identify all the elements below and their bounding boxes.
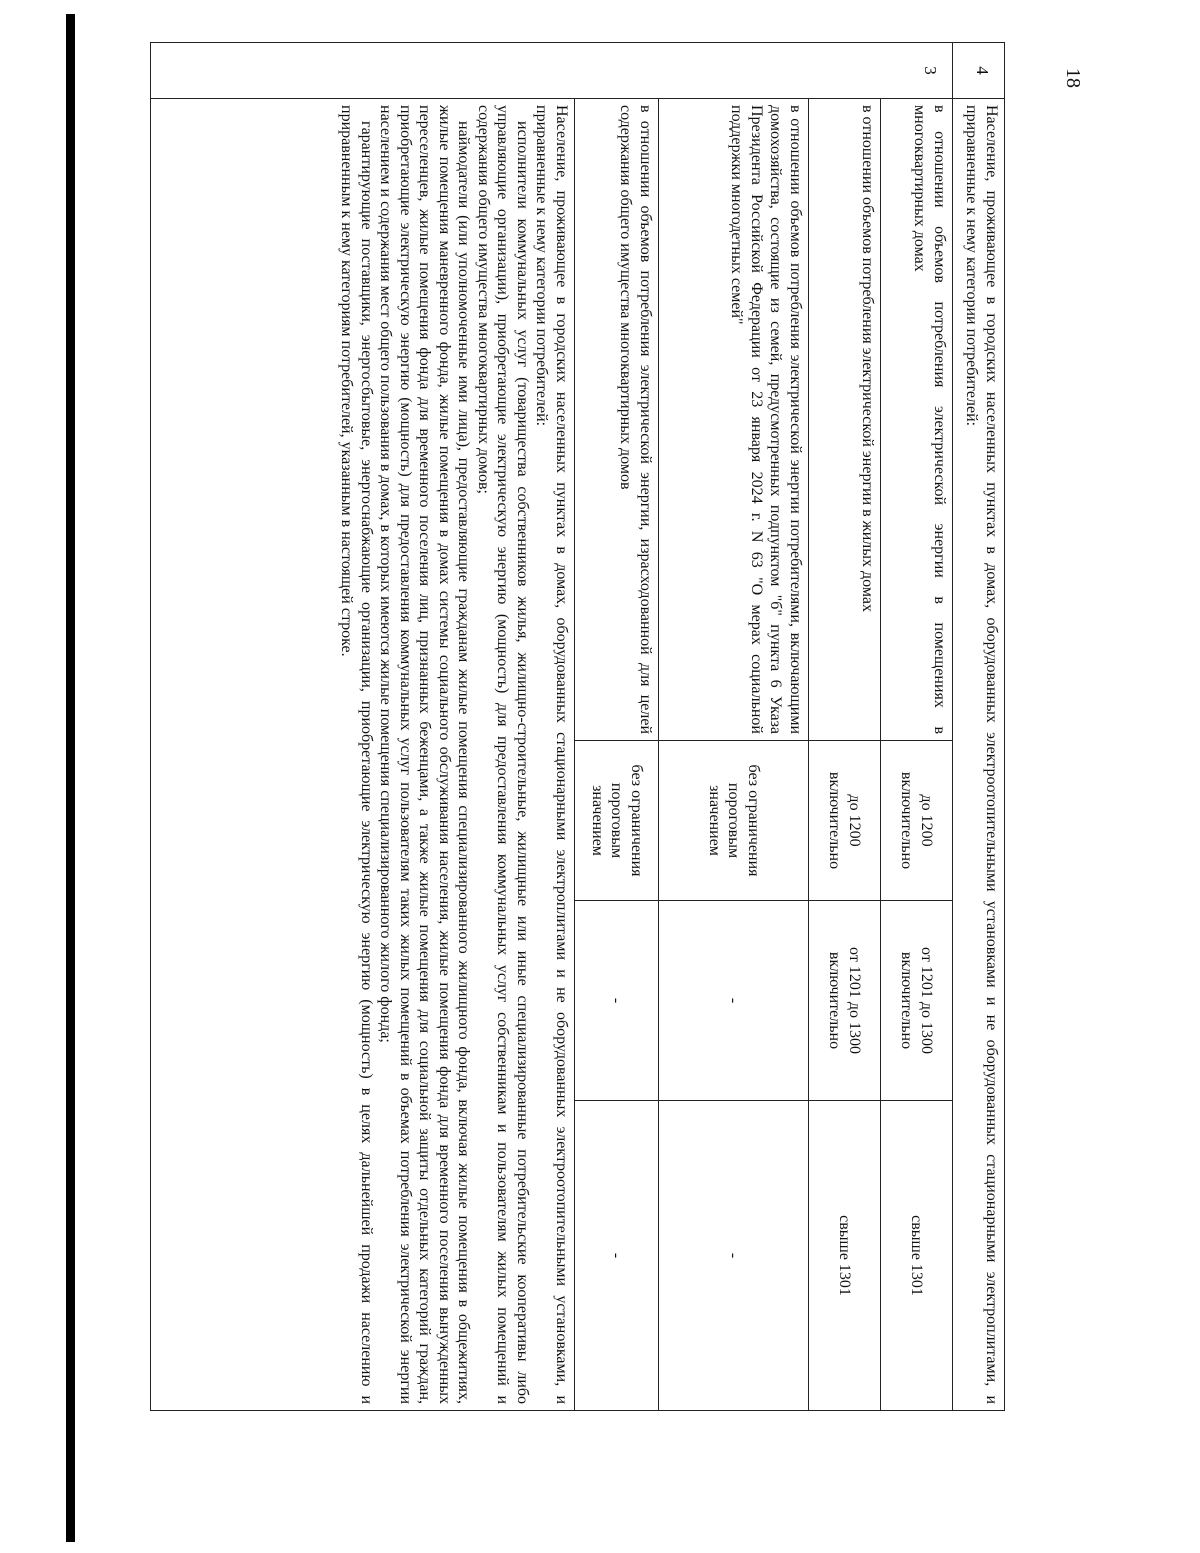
threshold-2: от 1201 до 1300 включительно (881, 901, 953, 1101)
row-number: 3 (151, 43, 953, 99)
rotated-page (150, 42, 1005, 1410)
threshold-2: - (575, 901, 659, 1101)
subrow-label: в отношении объемов потребления электрической энергии в жилых домах (809, 99, 881, 741)
paragraph: наймодатели (или уполномоченные ими лица), предоставляющие гражданам жилые помещения специализированного жилищного фонда, включая жилые помещения в общежитиях, жилые помещения маневренного фонда, жилые помещения в домах системы социального обслуживания населения, жилые помещения фонда для временного поселения вынужденных переселенцев, жилые помещения фонда для временного поселения лиц, признанных беженцами, а также жилые помещения для социальной защиты отдельных категорий граждан, приобретающие электрическую энергию (мощность) для предоставления коммунальных услуг пользователям таких жилых помещений в объемах потребления электрической энергии населением и содержания мест общего пользования в домах, в которых имеются жилые помещения специализированного жилого фонда; (377, 105, 473, 1405)
table-row-3-sub-3 (659, 43, 809, 1411)
threshold-1: до 1200 включительно (809, 741, 881, 901)
threshold-3: - (575, 1101, 659, 1411)
paragraph: исполнители коммунальных услуг (товарищества собственников жилья, жилищно-строительные, жилищные или иные специализированные потребительские кооперативы либо управляющие организации), приобретающие электрическую энергию (мощность) для предоставления коммунальных услуг собственникам и пользователям жилых помещений и содержания общего имущества многоквартирных домов; (475, 105, 531, 1405)
table-row-3-sub-4 (575, 43, 659, 1411)
subrow-label: в отношении объемов потребления электрической энергии в помещениях в многоквартирных домах (881, 99, 953, 741)
subrow-label: в отношении объемов потребления электрической энергии, израсходованной для целей содержания общего имущества многоквартирных домов (575, 99, 659, 741)
table-row-3-sub-1 (881, 43, 953, 1411)
table-row-3-text (151, 43, 575, 1411)
row-text: Население, проживающее в городских населенных пунктах в домах, оборудованных электроотопительными установками и не оборудованных стационарными электроплитами, и приравненные к нему категории потребителей: (953, 99, 1005, 1411)
threshold-1: без ограничения пороговым значением (575, 741, 659, 901)
threshold-1: до 1200 включительно (881, 741, 953, 901)
table-row-3-sub-2 (809, 43, 881, 1411)
paragraph: гарантирующие поставщики, энергосбытовые, энергоснабжающие организации, приобретающие электрическую энергию (мощность) в целях дальнейшей продажи населению и приравненным к нему категориям потребителей, указанным в настоящей строке. (338, 105, 375, 1405)
subrow-label: в отношении объемов потребления электрической энергии потребителями, включающими домохозяйства, состоящие из семей, предусмотренных подпунктом "б" пункта 6 Указа Президента Российской Федерации от 23 января 2024 г. N 63 "О мерах социальной поддержки многодетных семей" (659, 99, 809, 741)
row-text (151, 99, 575, 1411)
page-number: 18 (1062, 68, 1084, 88)
threshold-3: свыше 1301 (809, 1101, 881, 1411)
threshold-3: свыше 1301 (881, 1101, 953, 1411)
tariff-table (150, 42, 1005, 1411)
scan-edge-bar (66, 14, 75, 1542)
table-row-4 (953, 43, 1005, 1411)
paragraph: Население, проживающее в городских населенных пунктах в домах, оборудованных стационарными электроплитами и не оборудованных электроотопительными установками, и приравненные к нему категории потребителей: (533, 105, 570, 1405)
threshold-2: - (659, 901, 809, 1101)
threshold-2: от 1201 до 1300 включительно (809, 901, 881, 1101)
threshold-1: без ограничения пороговым значением (659, 741, 809, 901)
row-number: 4 (953, 43, 1005, 99)
threshold-3: - (659, 1101, 809, 1411)
